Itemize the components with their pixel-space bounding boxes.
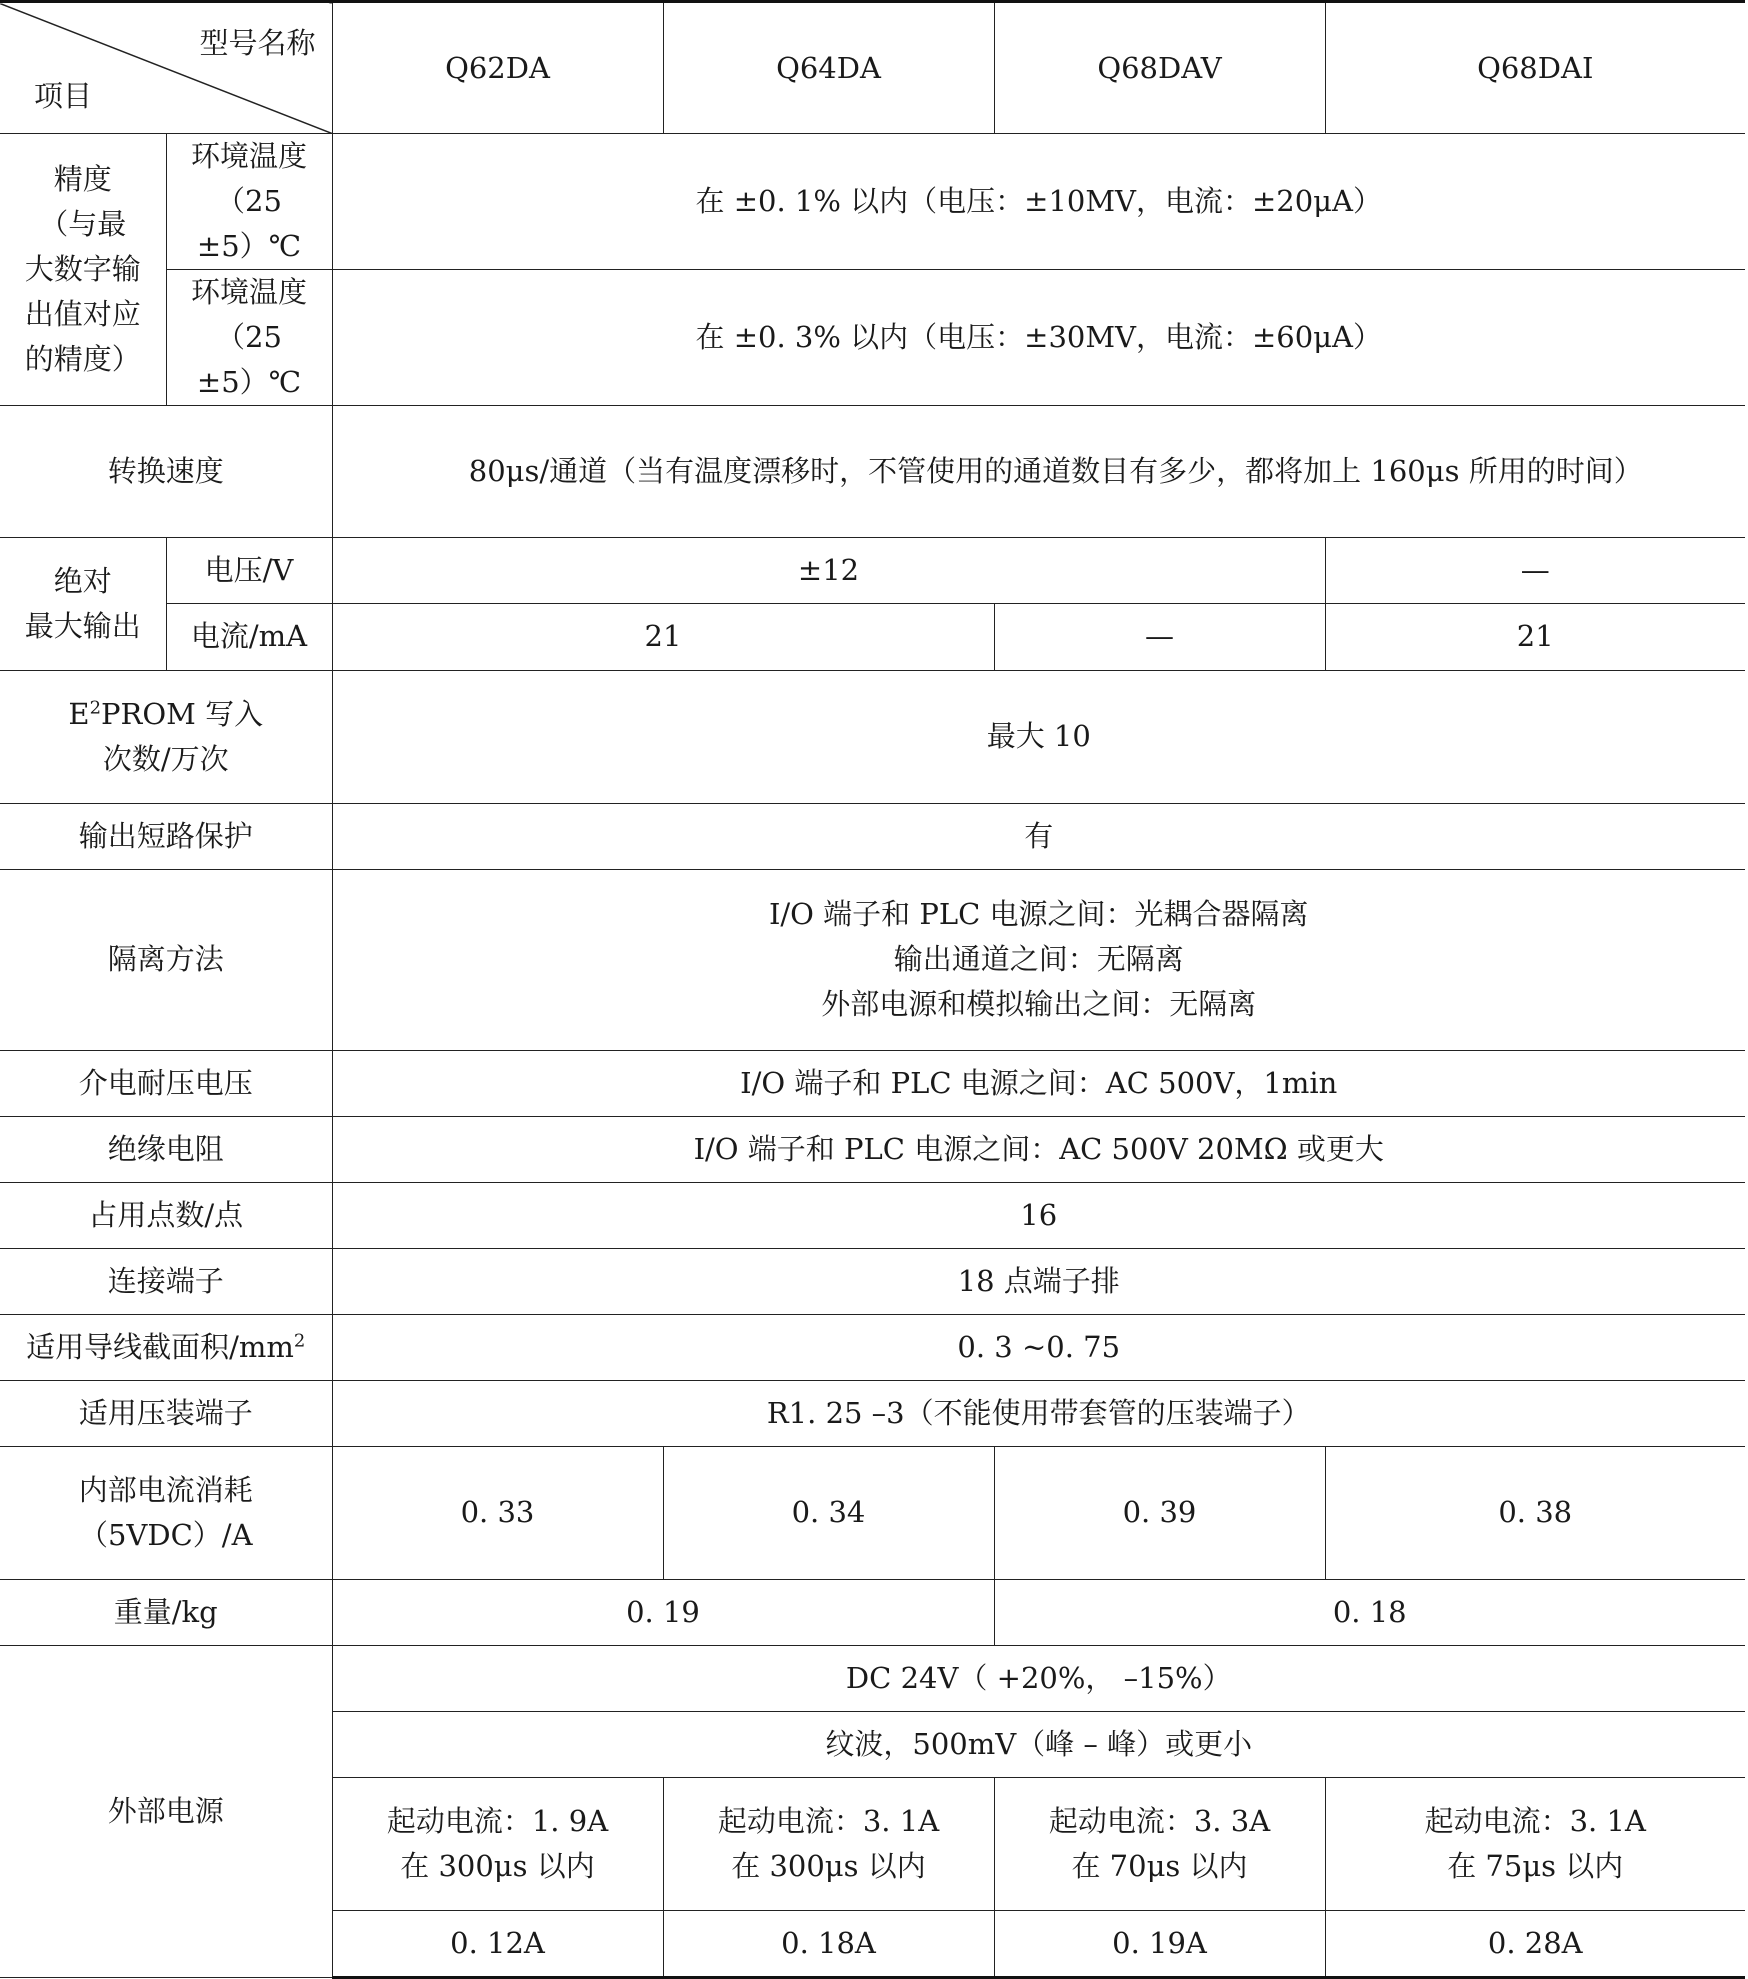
eeprom-label: $E^2PROM$ 写入 次数/万次 <box>0 670 332 803</box>
external-power-current-q62da: 0. 12A <box>332 1910 663 1977</box>
points-value: 16 <box>332 1182 1745 1248</box>
short-protect-label: 输出短路保护 <box>0 803 332 869</box>
insulation-value: I/O 端子和 PLC 电源之间：AC 500V 20MΩ 或更大 <box>332 1116 1745 1182</box>
table-row <box>0 1050 1745 1116</box>
accuracy-value-1: 在 ±0. 1% 以内（电压：±10MV，电流：±20μA） <box>332 134 1745 270</box>
crimp-value: R1. 25 –3（不能使用带套管的压装端子） <box>332 1380 1745 1446</box>
header-model-label: 型号名称 <box>199 26 316 60</box>
accuracy-condition-2: 环境温度 （25 ±5）℃ <box>166 269 332 405</box>
table-row <box>0 405 1745 537</box>
external-power-inrush-q64da: 起动电流：3. 1A 在 300μs 以内 <box>663 1777 994 1910</box>
isolation-label: 隔离方法 <box>0 869 332 1050</box>
table-row <box>0 1380 1745 1446</box>
table-row <box>0 1248 1745 1314</box>
dielectric-value: I/O 端子和 PLC 电源之间：AC 500V，1min <box>332 1050 1745 1116</box>
external-power-current-q68dai: 0. 28A <box>1325 1910 1745 1977</box>
external-power-current-q68dav: 0. 19A <box>994 1910 1325 1977</box>
external-power-ripple: 纹波，500mV（峰 – 峰）或更小 <box>332 1711 1745 1777</box>
internal-current-q64da: 0. 34 <box>663 1446 994 1579</box>
external-power-voltage: DC 24V（ +20%， –15%） <box>332 1645 1745 1711</box>
header-row <box>0 2 1745 134</box>
crimp-label: 适用压装端子 <box>0 1380 332 1446</box>
abs-max-voltage-q68dai: — <box>1325 537 1745 603</box>
internal-current-q68dai: 0. 38 <box>1325 1446 1745 1579</box>
table-row <box>0 803 1745 869</box>
abs-max-output-label: 绝对 最大输出 <box>0 537 166 670</box>
table-row <box>0 1579 1745 1645</box>
abs-max-voltage-value: ±12 <box>332 537 1325 603</box>
conversion-speed-value: 80μs/通道（当有温度漂移时，不管使用的通道数目有多少，都将加上 160μs 所用的时间） <box>332 405 1745 537</box>
eeprom-value: 最大 10 <box>332 670 1745 803</box>
conversion-speed-label: 转换速度 <box>0 405 332 537</box>
table-row <box>0 1645 1745 1711</box>
terminal-value: 18 点端子排 <box>332 1248 1745 1314</box>
header-model-q68dav: Q68DAV <box>994 2 1325 134</box>
isolation-value: I/O 端子和 PLC 电源之间：光耦合器隔离 输出通道之间：无隔离 外部电源和模拟输出之间：无隔离 <box>332 869 1745 1050</box>
table-row <box>0 603 1745 670</box>
abs-max-current-label: 电流/mA <box>166 603 332 670</box>
dielectric-label: 介电耐压电压 <box>0 1050 332 1116</box>
internal-current-q62da: 0. 33 <box>332 1446 663 1579</box>
internal-current-label: 内部电流消耗 （5VDC）/A <box>0 1446 332 1579</box>
header-corner-cell <box>0 2 332 134</box>
insulation-label: 绝缘电阻 <box>0 1116 332 1182</box>
header-item-label: 项目 <box>34 79 93 114</box>
header-model-q62da: Q62DA <box>332 2 663 134</box>
accuracy-condition-1: 环境温度 （25 ±5）℃ <box>166 134 332 270</box>
accuracy-value-2: 在 ±0. 3% 以内（电压：±30MV，电流：±60μA） <box>332 269 1745 405</box>
table-row <box>0 269 1745 405</box>
abs-max-current-value: 21 <box>332 603 994 670</box>
external-power-current-q64da: 0. 18A <box>663 1910 994 1977</box>
external-power-inrush-q68dav: 起动电流：3. 3A 在 70μs 以内 <box>994 1777 1325 1910</box>
points-label: 占用点数/点 <box>0 1182 332 1248</box>
abs-max-current-q68dav: — <box>994 603 1325 670</box>
table-row <box>0 134 1745 270</box>
table-row <box>0 537 1745 603</box>
abs-max-voltage-label: 电压/V <box>166 537 332 603</box>
weight-q68: 0. 18 <box>994 1579 1745 1645</box>
header-model-q64da: Q64DA <box>663 2 994 134</box>
accuracy-label: 精度 （与最 大数字输 出值对应 的精度） <box>0 134 166 406</box>
internal-current-q68dav: 0. 39 <box>994 1446 1325 1579</box>
terminal-label: 连接端子 <box>0 1248 332 1314</box>
abs-max-current-q68dai: 21 <box>1325 603 1745 670</box>
table-row <box>0 869 1745 1050</box>
table-row <box>0 670 1745 803</box>
table-row <box>0 1446 1745 1579</box>
external-power-label: 外部电源 <box>0 1645 332 1977</box>
weight-q62-q64: 0. 19 <box>332 1579 994 1645</box>
wire-label: 适用导线截面积$/mm^2$ <box>0 1314 332 1380</box>
wire-value: 0. 3 ~0. 75 <box>332 1314 1745 1380</box>
header-model-q68dai: Q68DAI <box>1325 2 1745 134</box>
table-row <box>0 1314 1745 1380</box>
table-row <box>0 1182 1745 1248</box>
short-protect-value: 有 <box>332 803 1745 869</box>
table-row <box>0 1116 1745 1182</box>
weight-label: 重量/kg <box>0 1579 332 1645</box>
external-power-inrush-q68dai: 起动电流：3. 1A 在 75μs 以内 <box>1325 1777 1745 1910</box>
external-power-inrush-q62da: 起动电流：1. 9A 在 300μs 以内 <box>332 1777 663 1910</box>
